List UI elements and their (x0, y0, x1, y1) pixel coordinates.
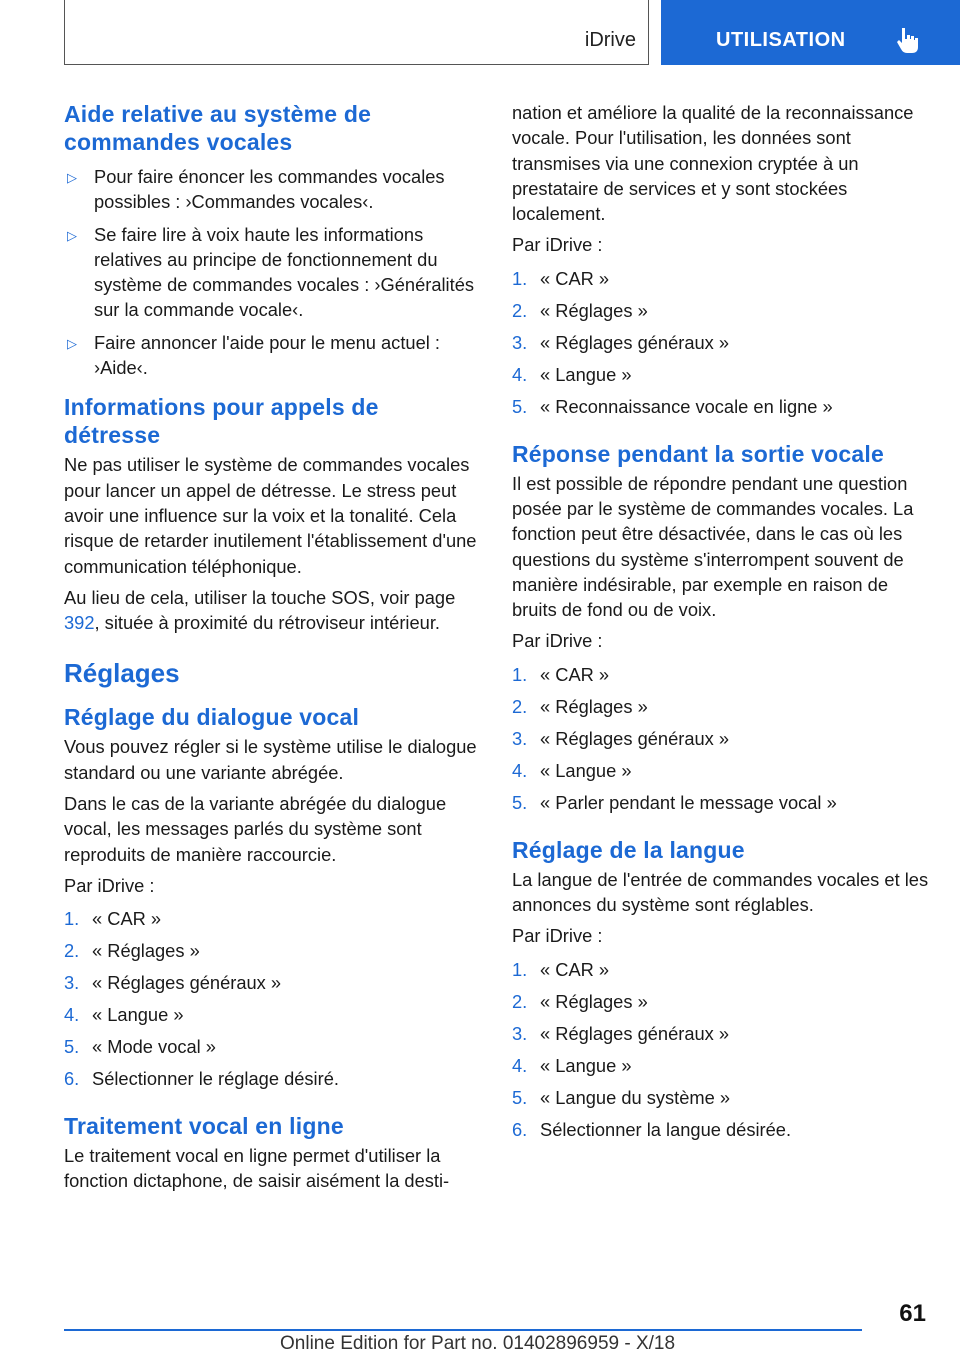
footer-edition: Online Edition for Part no. 01402896959 - X/18 (280, 1333, 676, 1354)
heading-voice-help: Aide relative au système de commandes vocales (64, 101, 372, 155)
list-item: 4. « Langue » (64, 1004, 184, 1026)
list-item: 4. « Langue » (512, 1054, 632, 1076)
list-item: 4. « Langue » (512, 363, 632, 385)
list-item: ▷ Pour faire énoncer les commandes vocales possibles : ›Commandes vocales‹. (67, 166, 445, 213)
list-item: ▷ Faire annoncer l'aide pour le menu actuel : ›Aide‹. (67, 331, 440, 379)
heading-emergency-calls: Informations pour appels de détresse (64, 394, 379, 449)
online-speech-steps (512, 266, 932, 419)
list-item: 5. « Langue du système » (512, 1086, 731, 1108)
list-item: 4. « Langue » (512, 759, 632, 781)
heading-online-speech: Traitement vocal en ligne (64, 1113, 344, 1140)
list-item: 5. « Parler pendant le message vocal » (512, 791, 837, 813)
reply-steps (512, 662, 932, 815)
emergency-paragraph: Ne pas utiliser le système de commandes vocales pour lancer un appel de détresse. Le stress peut avoir une influence sur la voix et la tonalité. Cela risque de retarder inutilement l'établissement d'une communication téléphonique. (64, 454, 477, 577)
language-steps (512, 957, 932, 1142)
paragraph: nation et améliore la qualité de la reconnaissance vocale. Pour l'utilisation, les données sont transmises via une connexion cryptée à un prestataire de services et y sont stockées localement. (512, 102, 914, 225)
triangle-bullet-icon: ▷ (67, 170, 77, 185)
heading-voice-dialogue: Réglage du dialogue vocal (64, 704, 360, 731)
left-column (64, 100, 479, 1194)
paragraph: Par iDrive : (512, 630, 603, 652)
voice-help-bullets (64, 164, 479, 380)
pointing-hand-icon (895, 26, 921, 54)
paragraph: Par iDrive : (512, 925, 603, 947)
triangle-bullet-icon: ▷ (67, 335, 77, 351)
list-item: 3. « Réglages généraux » (512, 331, 730, 353)
list-item: 1. « CAR » (512, 267, 610, 289)
list-item: 2. « Réglages » (512, 299, 648, 321)
sos-paragraph: Au lieu de cela, utiliser la touche SOS, voir page 392, située à proximité du rétroviseur intérieur. (64, 586, 456, 634)
list-item: 1. « CAR » (512, 958, 610, 980)
right-column (512, 100, 932, 1149)
header-section-box (64, 0, 649, 65)
list-item: 5. « Reconnaissance vocale en ligne » (512, 395, 833, 417)
footer-rule (64, 1329, 862, 1331)
paragraph: Vous pouvez régler si le système utilise le dialogue standard ou une variante abrégée. (64, 736, 477, 783)
paragraph: Par iDrive : (64, 874, 155, 896)
page-number: 61 (899, 1300, 926, 1327)
paragraph: Par iDrive : (512, 234, 603, 256)
list-item: 1. « CAR » (64, 908, 162, 930)
list-item: 3. « Réglages généraux » (64, 972, 282, 994)
list-item: ▷ Se faire lire à voix haute les informations relatives au principe de fonctionnement du système de commandes vocales : ›Généralités sur la commande vocale‹. (67, 223, 475, 321)
paragraph: Il est possible de répondre pendant une question posée par le système de commandes vocales. La fonction peut être désactivée, dans le cas où les questions du système s'interrompent souvent de manière indésirable, par exemple en raison de bruits de fond ou de voix. (512, 472, 914, 621)
list-item: 3. « Réglages généraux » (512, 727, 730, 749)
header-chapter-tab (661, 0, 960, 65)
paragraph: La langue de l'entrée de commandes vocales et les annonces du système sont réglables. (512, 868, 929, 915)
list-item: 1. « CAR » (512, 663, 610, 685)
paragraph: Le traitement vocal en ligne permet d'utiliser la fonction dictaphone, de saisir aisément la desti- (64, 1145, 450, 1192)
heading-language: Réglage de la langue (512, 836, 745, 863)
list-item: 3. « Réglages généraux » (512, 1022, 730, 1044)
heading-reply-during-output: Réponse pendant la sortie vocale (512, 440, 884, 467)
triangle-bullet-icon: ▷ (67, 227, 77, 243)
list-item: 6. Sélectionner le réglage désiré. (64, 1068, 339, 1090)
header-section-label: iDrive (584, 29, 636, 51)
list-item: 5. « Mode vocal » (64, 1036, 216, 1058)
list-item: 2. « Réglages » (64, 940, 200, 962)
voice-dialogue-steps (64, 906, 479, 1091)
page-reference-link[interactable]: 392 (64, 612, 95, 634)
heading-settings: Réglages (64, 658, 180, 689)
header-chapter-label: UTILISATION (716, 29, 846, 51)
list-item: 6. Sélectionner la langue désirée. (512, 1118, 792, 1140)
list-item: 2. « Réglages » (512, 695, 648, 717)
paragraph: Dans le cas de la variante abrégée du dialogue vocal, les messages parlés du système sont reproduits de manière raccourcie. (64, 793, 447, 865)
list-item: 2. « Réglages » (512, 990, 648, 1012)
